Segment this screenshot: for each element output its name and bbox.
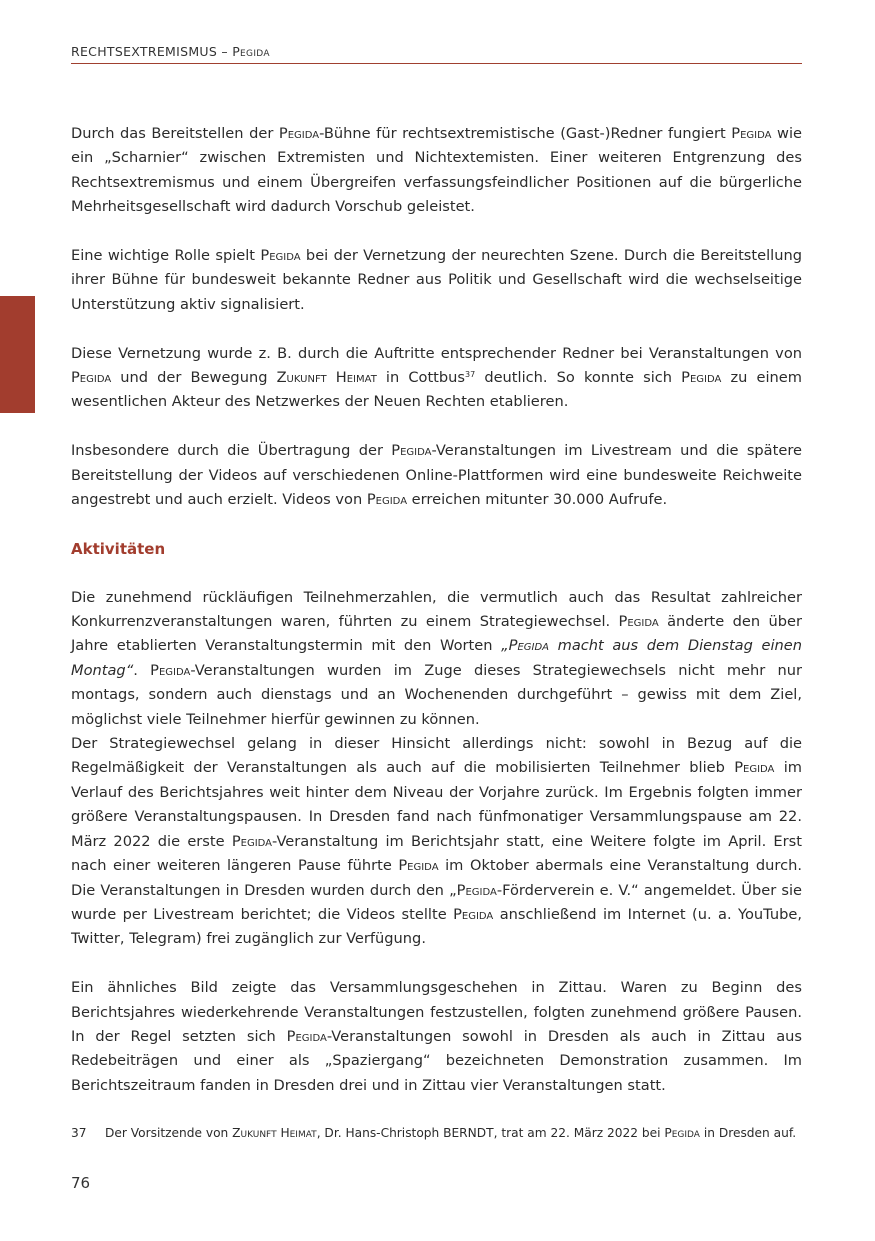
text-run: Die zunehmend rückläufigen Teilnehmerzahlen, die vermutlich auch das Resultat zahlreicher Konkurrenzveranstaltungen waren, führten zu einem Strategiewechsel.	[71, 588, 802, 631]
text-run: deutlich. So konnte sich	[475, 369, 682, 387]
text-run: Ein ähnliches Bild zeigte das Versammlungsgeschehen in Zittau. Waren zu Beginn des Berichtsjahres wiederkehrende Veranstaltungen festzustellen, folgten zunehmend größere Pausen. In der Regel setzten sich	[71, 979, 802, 1045]
org-name: Pegida	[150, 661, 191, 679]
text-run: -Veranstaltungen wurden im Zuge dieses Strategiewechsels nicht mehr nur montags, sondern auch dienstags und an Wochenenden durchgeführt – gewiss mit dem Ziel, möglichst viele Teilnehmer hierfür gewinnen zu können.	[71, 661, 802, 728]
footnote	[71, 1124, 802, 1142]
text-run: „	[501, 637, 509, 655]
org-name: Zukunft Heimat	[276, 369, 377, 387]
text-run: Insbesondere durch die Übertragung der	[71, 442, 392, 460]
text-run: macht aus dem Dienstag einen Montag“	[71, 637, 803, 679]
org-name: Pegida	[398, 857, 439, 875]
text-run: , Dr. Hans-Christoph BERNDT, trat am 22. März 2022 bei	[316, 1126, 665, 1140]
header-org: Pegida	[232, 44, 270, 59]
text-run: -Bühne für rechtsextremistische (Gast-)Redner fungiert	[319, 125, 732, 142]
text-run: und der Bewegung	[111, 369, 277, 387]
text-run: Diese Vernetzung wurde z. B. durch die Auftritte entsprechender Redner bei Veranstaltungen von	[71, 344, 802, 362]
footnote-ref[interactable]: 37	[465, 370, 476, 380]
paragraph-3	[71, 342, 802, 415]
org-name: Pegida	[456, 881, 497, 899]
text-run: -Veranstaltungen sowohl in Dresden als auch in Zittau aus Redebeiträgen und einer als „Spaziergang“ bezeichneten Demonstration zusammen. Im Berichtszeitraum fanden in Dresden drei und in Zittau vier Veranstaltungen statt.	[71, 1027, 802, 1094]
org-name: Pegida	[366, 491, 408, 509]
org-name: Pegida	[71, 369, 112, 387]
org-name: Zukunft Heimat	[232, 1126, 317, 1140]
text-run: Der Strategiewechsel gelang in dieser Hinsicht allerdings nicht: sowohl in Bezug auf die Regelmäßigkeit der Veranstaltungen als auch auf die mobilisierten Teilnehmer blieb	[71, 735, 802, 777]
text-run: änderte den über Jahre etablierten Veranstaltungstermin mit den Worten	[71, 613, 802, 655]
org-name: Pegida	[664, 1126, 700, 1140]
org-name: Pegida	[391, 442, 432, 460]
chapter-side-tab	[0, 296, 35, 413]
text-run: Eine wichtige Rolle spielt	[71, 247, 261, 265]
text-run: zu einem wesentlichen Akteur des Netzwerkes der Neuen Rechten etablieren.	[71, 369, 802, 411]
text-run: anschließend im Internet (u. a. YouTube, Twitter, Telegram) frei zugänglich zur Verfügung.	[71, 905, 802, 948]
text-run: erreichen mitunter 30.000 Aufrufe.	[407, 491, 668, 509]
text-run: wie ein „Scharnier“ zwischen Extremisten und Nichtextemisten. Einer weiteren Entgrenzung des Rechtsextremismus und einem Übergreifen verfassungsfeindlicher Positionen auf die bürgerliche Mehrheitsgesellschaft wird dadurch Vorschub geleistet.	[71, 125, 803, 216]
org-name: Pegida	[508, 637, 549, 655]
page-number: 76	[71, 1174, 91, 1192]
org-name: Pegida	[278, 125, 320, 142]
text-run: bei der Vernetzung der neurechten Szene. Durch die Bereitstellung ihrer Bühne für bundesweit bekannte Redner aus Politik und Gesellschaft wird die wechselseitige Unterstützung aktiv signalisiert.	[71, 247, 802, 313]
org-name: Pegida	[453, 905, 494, 923]
text-run: in Cottbus	[376, 369, 466, 387]
header-section: RECHTSEXTREMISMUS –	[71, 44, 233, 59]
org-name: Pegida	[286, 1027, 327, 1045]
activities-paragraph-2	[71, 732, 802, 952]
paragraph-1	[71, 122, 802, 220]
text-run: -Veranstaltungen im Livestream und die spätere Bereitstellung der Videos auf verschiedenen Online-Plattformen wird eine bundesweite Reichweite angestrebt und auch erzielt. Videos von	[71, 442, 802, 509]
footnote-number: 37	[71, 1126, 87, 1140]
org-name: Pegida	[618, 613, 659, 631]
org-name: Pegida	[260, 247, 301, 265]
org-name: Pegida	[681, 369, 722, 387]
text-run: -Förderverein e. V.“ angemeldet. Über sie wurde per Livestream berichtet; die Videos stellte	[71, 881, 802, 923]
activities-paragraph-3	[71, 976, 802, 1098]
org-name: Pegida	[734, 759, 775, 777]
text-run: in Dresden auf.	[699, 1126, 797, 1140]
text-run: .	[133, 661, 151, 679]
text-run: im Verlauf des Berichtsjahres weit hinter dem Niveau der Vorjahre zurück. Im Ergebnis folgten immer größere Veranstaltungspausen. In Dresden fand nach fünfmonatiger Versammlungspause am 22. März 2022 die erste	[71, 759, 802, 850]
page-body	[71, 122, 802, 1098]
section-heading: Aktivitäten	[71, 539, 166, 558]
text-run: Durch das Bereitstellen der	[71, 125, 279, 142]
paragraph-2	[71, 244, 802, 317]
activities-paragraph-1	[71, 586, 802, 732]
text-run: Der Vorsitzende von	[105, 1126, 233, 1140]
org-name: Pegida	[731, 125, 772, 142]
paragraph-4	[71, 439, 802, 512]
org-name: Pegida	[231, 832, 273, 850]
footnote-text	[105, 1124, 796, 1142]
running-header	[71, 44, 802, 64]
text-run: -Veranstaltung im Berichtsjahr statt, eine Weitere folgte im April. Erst nach einer weiteren längeren Pause führte	[71, 832, 802, 875]
text-run: im Oktober abermals eine Veranstaltung durch. Die Veranstaltungen in Dresden wurden durch den „	[71, 857, 802, 899]
